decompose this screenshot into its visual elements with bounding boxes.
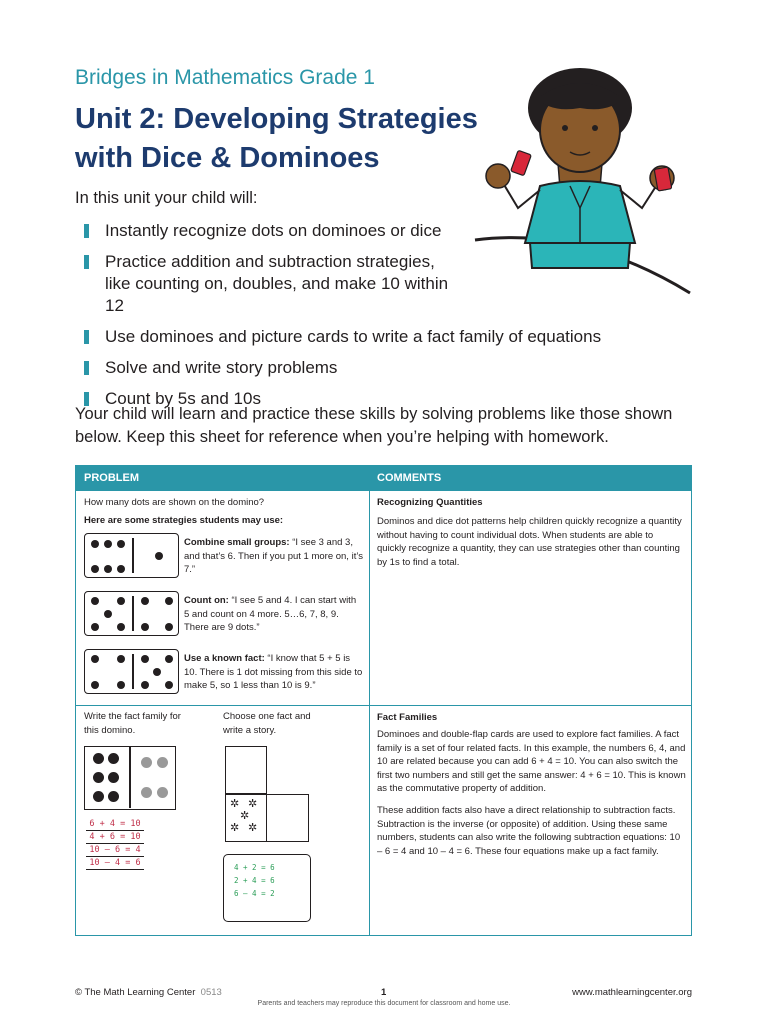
domino-dot [91,655,99,663]
list-item-text: Instantly recognize dots on dominoes or dice [105,221,442,240]
domino-dot [141,623,149,631]
domino-dot [157,757,168,768]
bug-icon: ✲ [230,822,240,834]
card-divider [266,795,267,841]
bullet-marker [84,224,89,238]
domino-dot [117,540,125,548]
bullet-marker [84,255,89,269]
domino-dot [165,597,173,605]
strategy-known-fact [184,652,364,693]
domino-divider [132,654,134,689]
domino-dot [117,597,125,605]
reproduction-note: Parents and teachers may reproduce this document for classroom and home use. [257,1000,511,1007]
domino-dot [91,565,99,573]
domino-divider [132,538,134,573]
list-item [84,357,704,379]
domino-dot [153,668,161,676]
domino-dot [155,552,163,560]
domino-dot [91,597,99,605]
domino-dot [165,681,173,689]
problem-comments-table [75,465,692,936]
strategies-heading: Here are some strategies students may use: [84,515,284,526]
page-number: 1 [381,987,387,998]
header-problem: PROBLEM [84,472,139,484]
domino-dot [117,623,125,631]
bullet-marker [84,361,89,375]
strategy-label: Use a known fact: [184,653,265,664]
domino-dot [117,681,125,689]
series-title: Bridges in Mathematics Grade 1 [75,66,375,89]
strategy-text: “I know that 5 + 5 is 10. There is 1 dot missing from this side to make 5, so 1 less than 10 is 9.” [184,653,363,691]
comment-text-fact-families-1: Dominoes and double-flap cards are used to explore fact families. A fact family is a set of four related facts. In this example, the numbers 6, 4, and 10 are related because you can add 6 + 4 = 10. You can also switch the first two numbers and still get the same answer: 4 + 6 = 10. This is known as the commutative property of addition. [377,729,686,794]
table-header [76,466,691,491]
domino-dot [141,757,152,768]
domino-dot [108,772,119,783]
fact-line: 10 – 4 = 6 [86,857,144,870]
comment-text-quantities: Dominos and dice dot patterns help children quickly recognize a quantity without having to count individual dots. When students are able to quickly recognize a quantity, they can use strategies other than counting by 1s to find a total. [377,516,682,568]
domino-dot [93,772,104,783]
row-divider [76,705,691,706]
domino-3-4 [84,533,179,578]
footer-copyright [75,987,222,998]
domino-divider [129,747,131,808]
domino-dot [93,753,104,764]
list-item-text: Practice addition and subtraction strategies, like counting on, doubles, and make 10 within 12 [105,252,449,315]
list-item-text: Use dominoes and picture cards to write a fact family of equations [105,327,602,346]
domino-dot [104,610,112,618]
bullet-marker [84,330,89,344]
dots-question: How many dots are shown on the domino? [84,497,265,508]
comment-title-fact-families: Fact Families [377,712,438,723]
copyright-text: © The Math Learning Center [75,987,196,998]
story-equation: 4 + 2 = 6 [234,863,275,872]
list-item-text: Solve and write story problems [105,358,338,377]
comment-text-fact-families-2: These addition facts also have a direct relationship to subtraction facts. Subtraction is the inverse (or opposite) of addition. Using these same numbers, students can also write the following subtraction equations: 10 – 6 = 4 and 10 – 4 = 6. These four equations make up a fact family. [377,805,681,857]
title-line-2: with Dice & Dominoes [75,142,380,174]
story-equation: 6 – 4 = 2 [234,889,275,898]
header-comments: COMMENTS [377,472,442,484]
column-divider [369,466,370,935]
comment-title-quantities: Recognizing Quantities [377,497,483,508]
story-prompt: Choose one fact and write a story. [223,711,311,736]
domino-6-4 [84,746,176,810]
domino-dot [108,791,119,802]
fact-family-list [86,818,144,870]
story-equations-card [223,854,311,922]
domino-5-4 [84,591,179,636]
domino-dot [141,597,149,605]
unit-goals-list [84,220,704,419]
bug-icon: ✲ [240,810,250,822]
domino-divider [132,596,134,631]
domino-dot [141,681,149,689]
strategy-label: Count on: [184,595,229,606]
domino-dot [157,787,168,798]
domino-dot [165,655,173,663]
domino-dot [141,787,152,798]
domino-4-5 [84,649,179,694]
strategy-label: Combine small groups: [184,537,290,548]
list-item [84,326,704,348]
domino-dot [104,540,112,548]
bug-icon: ✲ [248,822,258,834]
strategy-text: “I see 5 and 4. I can start with 5 and count on 4 more. 5…6, 7, 8, 9. There are 9 dots.” [184,595,357,633]
strategy-text: “I see 3 and 3, and that’s 6. Then if you put 1 more on, it’s 7.” [184,537,364,575]
domino-dot [117,565,125,573]
title-line-1: Unit 2: Developing Strategies [75,103,478,135]
flap-card-top [225,746,267,794]
domino-dot [165,623,173,631]
list-item [84,251,464,317]
domino-dot [141,655,149,663]
flap-card-bottom [225,794,309,842]
domino-dot [104,565,112,573]
domino-dot [91,540,99,548]
domino-dot [91,681,99,689]
footer-url[interactable]: www.mathlearningcenter.org [572,987,692,998]
fact-line: 4 + 6 = 10 [86,831,144,844]
bug-icon: ✲ [230,798,240,810]
fact-line: 6 + 4 = 10 [86,818,144,831]
domino-dot [93,791,104,802]
domino-dot [117,655,125,663]
story-equation: 2 + 4 = 6 [234,876,275,885]
strategy-count-on [184,594,364,635]
list-item [84,220,704,242]
page-title [75,100,515,178]
intro-text: In this unit your child will: [75,189,258,207]
lead-paragraph: Your child will learn and practice these skills by solving problems like those shown below. Keep this sheet for reference when you’re helping with homework. [75,405,673,446]
domino-dot [91,623,99,631]
bug-icon: ✲ [248,798,258,810]
document-code: 0513 [200,987,222,998]
list-item-text: Count by 5s and 10s [105,389,261,408]
domino-dot [108,753,119,764]
strategy-combine [184,536,364,577]
fact-family-prompt: Write the fact family for this domino. [84,711,181,736]
fact-line: 10 – 6 = 4 [86,844,144,857]
